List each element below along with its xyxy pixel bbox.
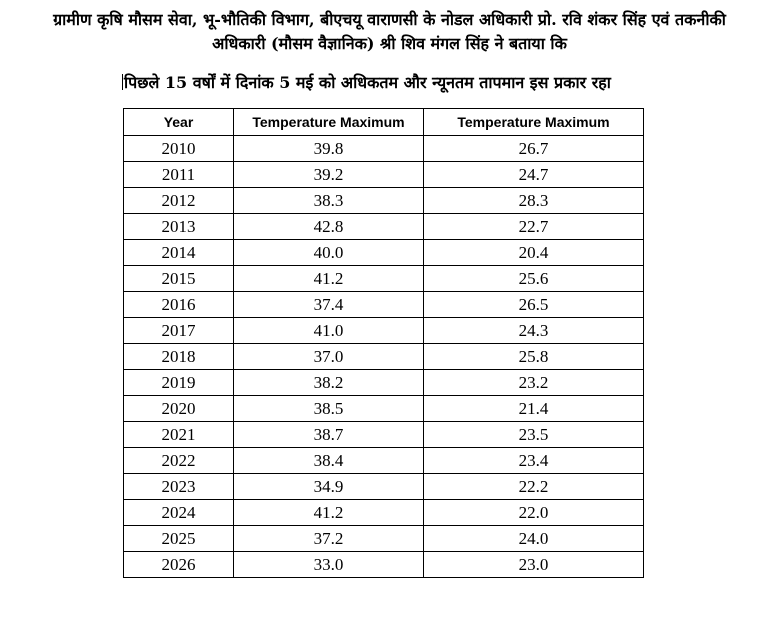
cell-temp-max: 38.3 — [234, 188, 424, 214]
cell-year: 2016 — [124, 292, 234, 318]
cell-temp-min: 25.8 — [424, 344, 644, 370]
cell-temp-max: 40.0 — [234, 240, 424, 266]
cell-year: 2025 — [124, 526, 234, 552]
cell-year: 2017 — [124, 318, 234, 344]
table-row — [124, 188, 644, 214]
table-row — [124, 396, 644, 422]
cell-temp-max: 41.0 — [234, 318, 424, 344]
cell-temp-min: 24.7 — [424, 162, 644, 188]
cell-temp-max: 37.0 — [234, 344, 424, 370]
table-caption-text: पिछले 15 वर्षों में दिनांक 5 मई को अधिकतम और न्यूनतम तापमान इस प्रकार रहा — [124, 73, 611, 92]
cell-temp-max: 38.4 — [234, 448, 424, 474]
cell-temp-min: 24.3 — [424, 318, 644, 344]
cell-temp-max: 37.4 — [234, 292, 424, 318]
cell-temp-min: 22.0 — [424, 500, 644, 526]
table-row — [124, 370, 644, 396]
cell-year: 2018 — [124, 344, 234, 370]
table-row — [124, 162, 644, 188]
cell-temp-min: 26.7 — [424, 136, 644, 162]
cell-year: 2023 — [124, 474, 234, 500]
cell-year: 2012 — [124, 188, 234, 214]
cell-temp-max: 38.5 — [234, 396, 424, 422]
table-row — [124, 214, 644, 240]
temperature-table — [123, 108, 644, 578]
cell-temp-min: 26.5 — [424, 292, 644, 318]
cell-temp-min: 23.5 — [424, 422, 644, 448]
cell-temp-min: 21.4 — [424, 396, 644, 422]
cell-year: 2014 — [124, 240, 234, 266]
table-row — [124, 240, 644, 266]
cell-year: 2026 — [124, 552, 234, 578]
cell-temp-max: 39.8 — [234, 136, 424, 162]
cell-temp-max: 38.7 — [234, 422, 424, 448]
table-caption — [122, 72, 682, 94]
text-cursor — [122, 74, 123, 90]
header-temp-second: Temperature Maximum — [424, 109, 644, 136]
cell-temp-max: 37.2 — [234, 526, 424, 552]
cell-temp-max: 41.2 — [234, 266, 424, 292]
cell-year: 2015 — [124, 266, 234, 292]
table-row — [124, 474, 644, 500]
cell-year: 2022 — [124, 448, 234, 474]
cell-year: 2020 — [124, 396, 234, 422]
cell-year: 2024 — [124, 500, 234, 526]
table-row — [124, 318, 644, 344]
cell-temp-min: 22.7 — [424, 214, 644, 240]
table-row — [124, 422, 644, 448]
cell-year: 2011 — [124, 162, 234, 188]
cell-temp-min: 23.4 — [424, 448, 644, 474]
heading-line-2: अधिकारी (मौसम वैज्ञानिक) श्री शिव मंगल सिंह ने बताया कि — [212, 34, 567, 53]
cell-temp-min: 23.0 — [424, 552, 644, 578]
table-row — [124, 526, 644, 552]
cell-temp-min: 24.0 — [424, 526, 644, 552]
heading-line-1: ग्रामीण कृषि मौसम सेवा, भू-भौतिकी विभाग, बीएचयू वाराणसी के नोडल अधिकारी प्रो. रवि शंकर सिंह एवं तकनीकी — [53, 10, 726, 29]
cell-year: 2019 — [124, 370, 234, 396]
header-temp-max: Temperature Maximum — [234, 109, 424, 136]
cell-year: 2010 — [124, 136, 234, 162]
table-row — [124, 500, 644, 526]
table-row — [124, 266, 644, 292]
cell-temp-min: 25.6 — [424, 266, 644, 292]
page-heading — [0, 8, 779, 56]
table-row — [124, 292, 644, 318]
cell-temp-max: 39.2 — [234, 162, 424, 188]
cell-temp-max: 38.2 — [234, 370, 424, 396]
cell-temp-max: 34.9 — [234, 474, 424, 500]
table-row — [124, 136, 644, 162]
cell-year: 2013 — [124, 214, 234, 240]
cell-temp-min: 23.2 — [424, 370, 644, 396]
cell-year: 2021 — [124, 422, 234, 448]
cell-temp-max: 41.2 — [234, 500, 424, 526]
header-year: Year — [124, 109, 234, 136]
cell-temp-min: 22.2 — [424, 474, 644, 500]
cell-temp-min: 20.4 — [424, 240, 644, 266]
table-row — [124, 552, 644, 578]
cell-temp-max: 42.8 — [234, 214, 424, 240]
table-row — [124, 344, 644, 370]
table-header-row — [124, 109, 644, 136]
table-row — [124, 448, 644, 474]
cell-temp-min: 28.3 — [424, 188, 644, 214]
cell-temp-max: 33.0 — [234, 552, 424, 578]
